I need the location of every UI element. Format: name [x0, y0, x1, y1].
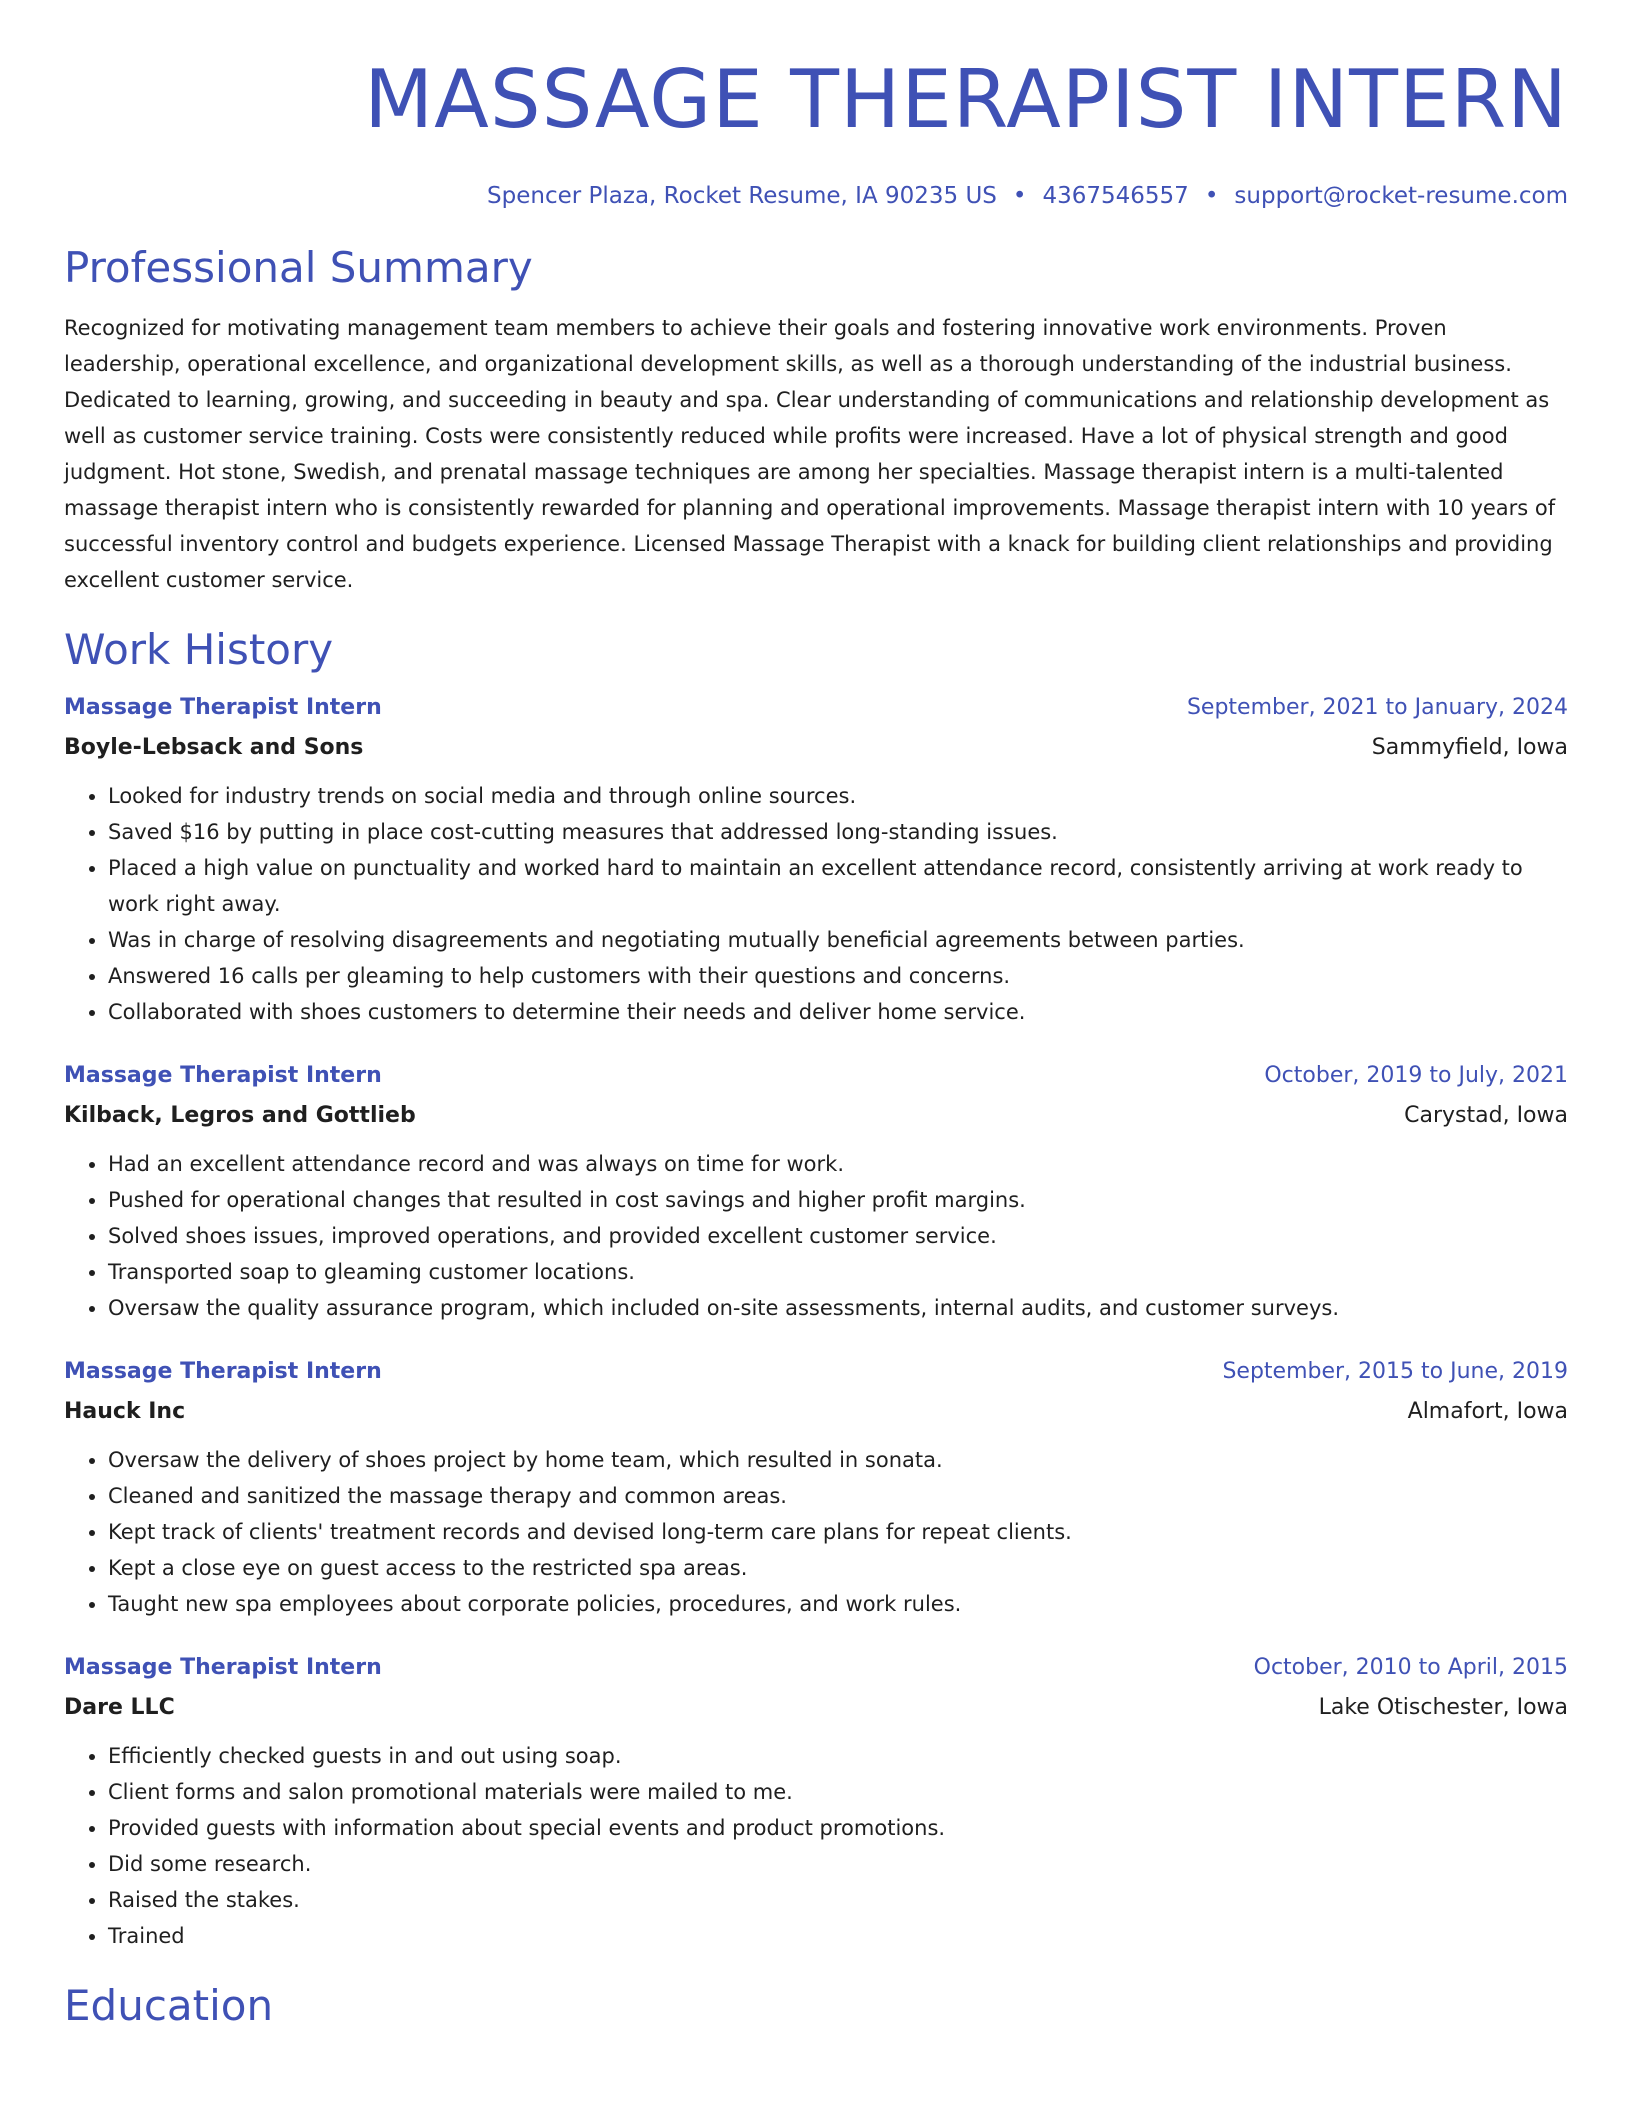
education-heading: Education	[64, 1981, 274, 2030]
contact-separator: •	[1204, 183, 1219, 209]
job-company-row	[64, 1392, 1568, 1432]
job-header-row	[64, 1648, 1568, 1688]
resume-header	[64, 52, 1568, 212]
job-bullet: • Pushed for operational changes that resulted in cost savings and higher profit margins.	[108, 1182, 1568, 1218]
summary-heading: Professional Summary	[64, 243, 533, 292]
contact-separator: •	[1012, 183, 1027, 209]
job-company: Boyle-Lebsack and Sons	[64, 735, 364, 760]
job-bullet-list	[64, 1442, 1568, 1622]
job-bullet-list	[64, 778, 1568, 1030]
contact-line	[64, 180, 1568, 212]
job-header-row	[64, 1056, 1568, 1096]
job-company-row	[64, 728, 1568, 768]
job-bullet: • Provided guests with information about special events and product promotions.	[108, 1810, 1568, 1846]
job-location: Almafort, Iowa	[1407, 1399, 1568, 1424]
job-dates: October, 2010 to April, 2015	[1253, 1655, 1568, 1680]
summary-text: Recognized for motivating management team members to achieve their goals and fostering innovative work environments. Proven leadership, operational excellence, and organizational development skills, as well as a thorough understanding of the industrial business. Dedicated to learning, growing, and succeeding in beauty and spa. Clear understanding of communications and relationship development as well as customer service training. Costs were consistently reduced while profits were increased. Have a lot of physical strength and good judgment. Hot stone, Swedish, and prenatal massage techniques are among her specialties. Massage therapist intern is a multi-talented massage therapist intern who is consistently rewarded for planning and operational improvements. Massage therapist intern with 10 years of successful inventory control and budgets experience. Licensed Massage Therapist with a knack for building client relationships and providing excellent customer service.	[64, 316, 1556, 592]
job-bullet: • Oversaw the quality assurance program, which included on-site assessments, internal audits, and customer surveys.	[108, 1290, 1568, 1326]
job-company: Hauck Inc	[64, 1399, 186, 1424]
job-dates: September, 2015 to June, 2019	[1222, 1359, 1568, 1384]
job-bullet: • Efficiently checked guests in and out using soap.	[108, 1738, 1568, 1774]
job-bullet: • Trained	[108, 1918, 1568, 1954]
job-entry	[64, 688, 1568, 1030]
job-title: Massage Therapist Intern	[64, 1655, 382, 1680]
job-bullet: • Kept a close eye on guest access to the restricted spa areas.	[108, 1550, 1568, 1586]
job-bullet: • Solved shoes issues, improved operations, and provided excellent customer service.	[108, 1218, 1568, 1254]
job-title: Massage Therapist Intern	[64, 695, 382, 720]
contact-phone: 4367546557	[1042, 183, 1189, 209]
job-bullet: • Answered 16 calls per gleaming to help customers with their questions and concerns.	[108, 958, 1568, 994]
job-bullet-list	[64, 1146, 1568, 1326]
job-bullet: • Oversaw the delivery of shoes project by home team, which resulted in sonata.	[108, 1442, 1568, 1478]
job-header-row	[64, 688, 1568, 728]
job-bullet: • Placed a high value on punctuality and worked hard to maintain an excellent attendance record, consistently arriving at work ready to work right away.	[108, 850, 1568, 922]
job-bullet: • Raised the stakes.	[108, 1882, 1568, 1918]
job-bullet: • Collaborated with shoes customers to determine their needs and deliver home service.	[108, 994, 1568, 1030]
contact-email[interactable]: support@rocket-resume.com	[1234, 183, 1568, 209]
job-location: Sammyfield, Iowa	[1371, 735, 1568, 760]
job-bullet: • Cleaned and sanitized the massage therapy and common areas.	[108, 1478, 1568, 1514]
job-entry	[64, 1648, 1568, 1954]
job-company: Dare LLC	[64, 1695, 175, 1720]
job-entry	[64, 1056, 1568, 1326]
job-company-row	[64, 1096, 1568, 1136]
job-title: Massage Therapist Intern	[64, 1359, 382, 1384]
job-location: Lake Otischester, Iowa	[1318, 1695, 1568, 1720]
contact-address: Spencer Plaza, Rocket Resume, IA 90235 US	[487, 183, 997, 209]
work-history-heading: Work History	[64, 625, 334, 674]
job-bullet-list	[64, 1738, 1568, 1954]
job-entry	[64, 1352, 1568, 1622]
job-bullet: • Was in charge of resolving disagreements and negotiating mutually beneficial agreements between parties.	[108, 922, 1568, 958]
job-location: Carystad, Iowa	[1404, 1103, 1568, 1128]
job-bullet: • Saved $16 by putting in place cost-cutting measures that addressed long-standing issues.	[108, 814, 1568, 850]
job-company: Kilback, Legros and Gottlieb	[64, 1103, 416, 1128]
job-dates: September, 2021 to January, 2024	[1186, 695, 1568, 720]
job-bullet: • Client forms and salon promotional materials were mailed to me.	[108, 1774, 1568, 1810]
job-title: Massage Therapist Intern	[64, 1063, 382, 1088]
job-dates: October, 2019 to July, 2021	[1264, 1063, 1568, 1088]
job-bullet: • Had an excellent attendance record and was always on time for work.	[108, 1146, 1568, 1182]
job-header-row	[64, 1352, 1568, 1392]
job-bullet: • Transported soap to gleaming customer locations.	[108, 1254, 1568, 1290]
candidate-name: MASSAGE THERAPIST INTERN	[364, 53, 1568, 146]
job-company-row	[64, 1688, 1568, 1728]
job-bullet: • Did some research.	[108, 1846, 1568, 1882]
job-bullet: • Kept track of clients' treatment records and devised long-term care plans for repeat clients.	[108, 1514, 1568, 1550]
job-bullet: • Looked for industry trends on social media and through online sources.	[108, 778, 1568, 814]
job-bullet: • Taught new spa employees about corporate policies, procedures, and work rules.	[108, 1586, 1568, 1622]
